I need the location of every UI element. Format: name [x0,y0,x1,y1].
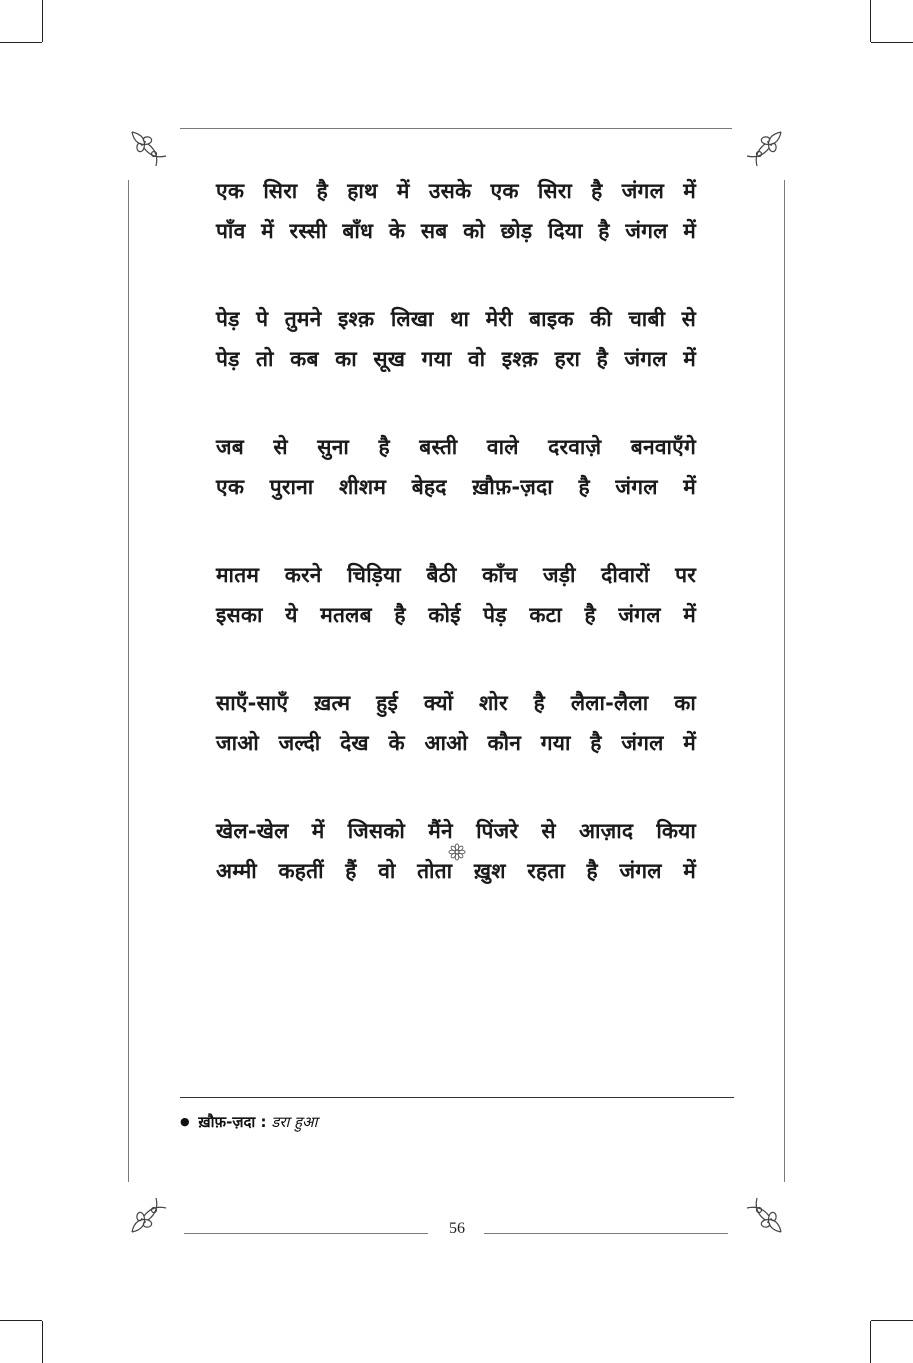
poem-line: मातम करने चिड़िया बैठी काँच जड़ी दीवारों पर [216,563,696,587]
footnote-bullet: ● [180,1115,190,1128]
poem-line: जब से सुना है बस्ती वाले दरवाज़े बनवाएँगे [216,435,696,459]
poem-line: एक सिरा है हाथ में उसके एक सिरा है जंगल में [216,179,696,203]
frame-right [784,180,785,1182]
crop-mark [871,42,913,43]
couplet [216,171,696,251]
crop-mark [870,1321,871,1363]
page-number: 56 [449,1220,465,1237]
floral-corner-ornament-icon [130,130,170,170]
crop-mark [871,1320,913,1321]
crop-mark [870,0,871,42]
footnote [180,1112,317,1132]
floral-corner-ornament-icon [743,1194,783,1234]
footnote-term: ख़ौफ़-ज़दा : [198,1113,267,1131]
poem-line: पेड़ पे तुमने इश्क़ लिखा था मेरी बाइक की चाबी से [216,307,696,331]
poem-line: अम्मी कहतीं हैं वो तोता ख़ुश रहता है जंगल में [216,859,696,883]
couplet [216,683,696,763]
footnote-meaning: डरा हुआ [271,1113,318,1131]
poem-line: साएँ-साएँ ख़त्म हुई क्यों शोर है लैला-लैला का [216,691,696,715]
poem-line: पाँव में रस्सी बाँध के सब को छोड़ दिया है जंगल में [216,219,696,243]
floral-corner-ornament-icon [130,1194,170,1234]
frame-left [128,180,129,1182]
frame-top [180,128,732,129]
poem [216,171,696,939]
floral-corner-ornament-icon [743,130,783,170]
crop-mark [42,1321,43,1363]
footnote-rule [180,1097,734,1098]
poem-line: एक पुराना शीशम बेहद ख़ौफ़-ज़दा है जंगल में [216,475,696,499]
couplet [216,555,696,635]
poem-line: जाओ जल्दी देख के आओ कौन गया है जंगल में [216,731,696,755]
frame-bottom-right [484,1233,728,1234]
flower-ornament-icon [448,843,466,861]
frame-bottom-left [184,1233,428,1234]
couplet [216,299,696,379]
couplet [216,427,696,507]
poem-line: खेल-खेल में जिसको मैंने पिंजरे से आज़ाद किया [216,819,696,843]
crop-mark [0,1320,42,1321]
crop-mark [0,42,42,43]
poem-line: पेड़ तो कब का सूख गया वो इश्क़ हरा है जंगल में [216,347,696,371]
crop-mark [42,0,43,42]
poem-line: इसका ये मतलब है कोई पेड़ कटा है जंगल में [216,603,696,627]
